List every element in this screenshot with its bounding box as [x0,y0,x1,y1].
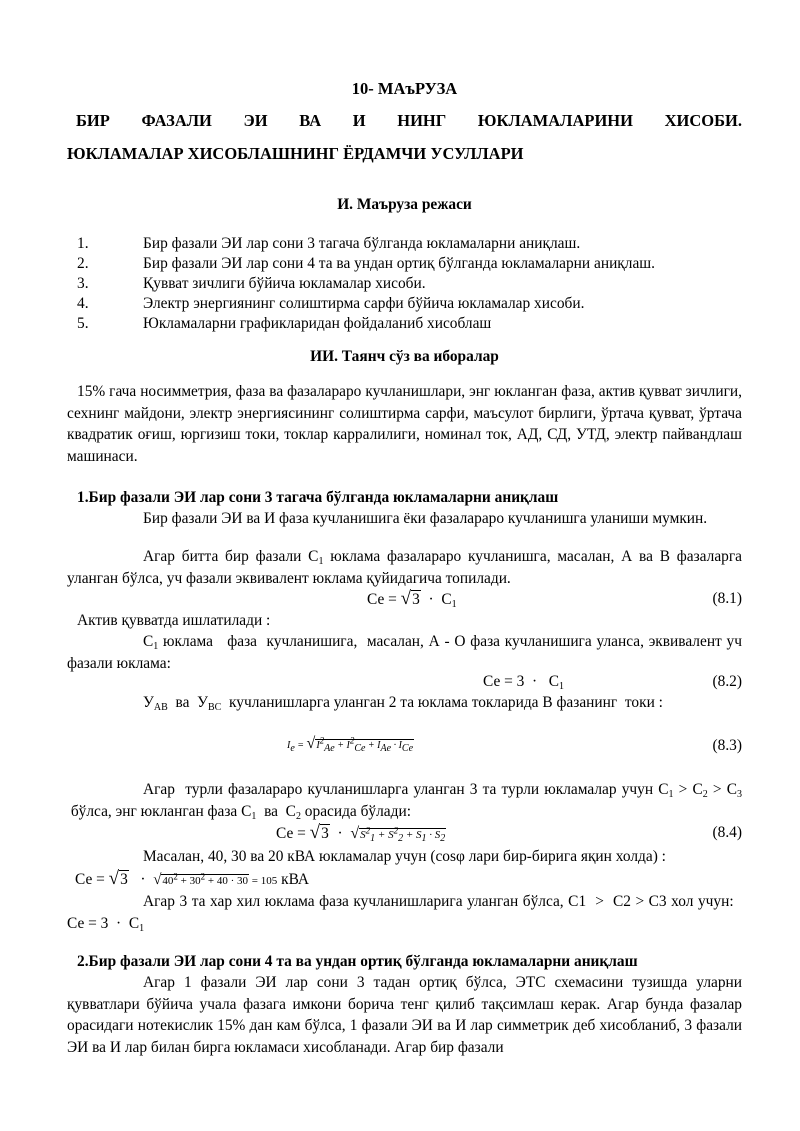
keywords-paragraph: 15% гача носимметрия, фаза ва фазалараро кучланишлари, энг юкланган фаза, актив қувват зичлиги, сехнинг майдони, электр энергиясининг солиштирма сарфи, маъсулот бирлиги, ўртача қувват, ўртача квадратик оғиш, юргизиш токи, токлар карралилиги, номинал ток, АД, СД, УТД, электр пайвандлаш машинаси. [67,383,742,465]
lecture-number: 10- МАъРУЗА [351,79,458,98]
active-power-note: Актив қувватда ишлатилади : [77,612,271,629]
section-1-paragraph-3: $С_1$ юклама фаза кучланишига, масалан, А - О фаза кучланишига уланса, эквивалент уч фазали юклама: [67,633,742,672]
plan-list [67,233,742,333]
section-1-paragraph-4: $У_{АВ}$ ва $У_{ВС}$ кучланишларга уланган 2 та юклама токларида В фазанинг токи : [143,694,663,713]
plan-heading: И. Маъруза режаси [337,196,472,213]
example-calculation: Се = $√3 \cdot √40^2 + 30^2 + 40 \cdot 30 = 105$ кВА [75,868,309,889]
section-1-paragraph-6: Агар 3 та хар хил юклама фаза кучланишларига уланган бўлса, С1 > С2 > С3 хол учун: Се = $3 \cdot С_1$ [67,893,742,934]
plan-item: 4. Электр энергиянинг солиштирма сарфи бўйича юкламалар хисоби. [77,295,585,312]
section-2-paragraph-1: Агар 1 фазали ЭИ лар сони 3 тадан ортиқ бўлса, ЭТС схемасини тузишда уларни қувватлари бўйича учала фазага имкони борича тенг қилиб тақсимлаш керак. Агар бунда фазалар орасидаги нотекислик 15% дан кам бўлса, 1 фазали ЭИ ва И лар симметрик деб хисобланиб, 3 фазали ЭИ ва И лар билан бирга юкламаси хисобланади. Агар бир фазали [67,974,742,1056]
section-1-paragraph-2: Агар битта бир фазали $С_1$ юклама фазалараро кучланишга, масалан, А ва В фазаларга уланган бўлса, уч фазали эквивалент юклама қуйидагича топилади. [67,548,742,587]
plan-item: 2. Бир фазали ЭИ лар сони 4 та ва ундан ортиқ бўлганда юкламаларни аниқлаш. [77,255,655,272]
equation-number: (8.2) [712,673,742,690]
section-1-paragraph-5: Агар турли фазалараро кучланишларга уланган 3 та турли юкламалар учун $С_1 > С_2 > С_3$ бўлса, энг юкланган фаза $С_1$ ва $С_2$ орасида бўлади: [67,781,743,822]
example-text: Масалан, 40, 30 ва 20 кВА юкламалар учун (сosφ лари бир-бирига яқин холда) : [143,848,666,865]
plan-item: 5. Юкламаларни графикларидан фойдаланиб хисоблаш [77,315,492,332]
equation-number: (8.4) [712,824,742,841]
title-line-1: БИР ФАЗАЛИ ЭИ ВА И НИНГ ЮКЛАМАЛАРИНИ ХИСОБИ. [76,111,742,130]
section-1-paragraph-1: Бир фазали ЭИ ва И фаза кучланишига ёки фазалараро кучланишга уланиши мумкин. [143,510,708,527]
equation-number: (8.1) [712,590,742,607]
plan-item: 3. Қувват зичлиги бўйича юкламалар хисоби. [77,275,426,292]
plan-item: 1. Бир фазали ЭИ лар сони 3 тагача бўлганда юкламаларни аниқлаш. [77,235,581,252]
section-1-heading: 1.Бир фазали ЭИ лар сони 3 тагача бўлганда юкламаларни аниқлаш [77,489,559,506]
title-line-2: ЮКЛАМАЛАР ХИСОБЛАШНИНГ ЁРДАМЧИ УСУЛЛАРИ [67,144,524,163]
equation-number: (8.3) [712,737,742,754]
keywords-heading: ИИ. Таянч сўз ва иборалар [310,348,499,365]
section-2-heading: 2.Бир фазали ЭИ лар сони 4 та ва ундан ортиқ бўлганда юкламаларни аниқлаш [77,953,638,970]
